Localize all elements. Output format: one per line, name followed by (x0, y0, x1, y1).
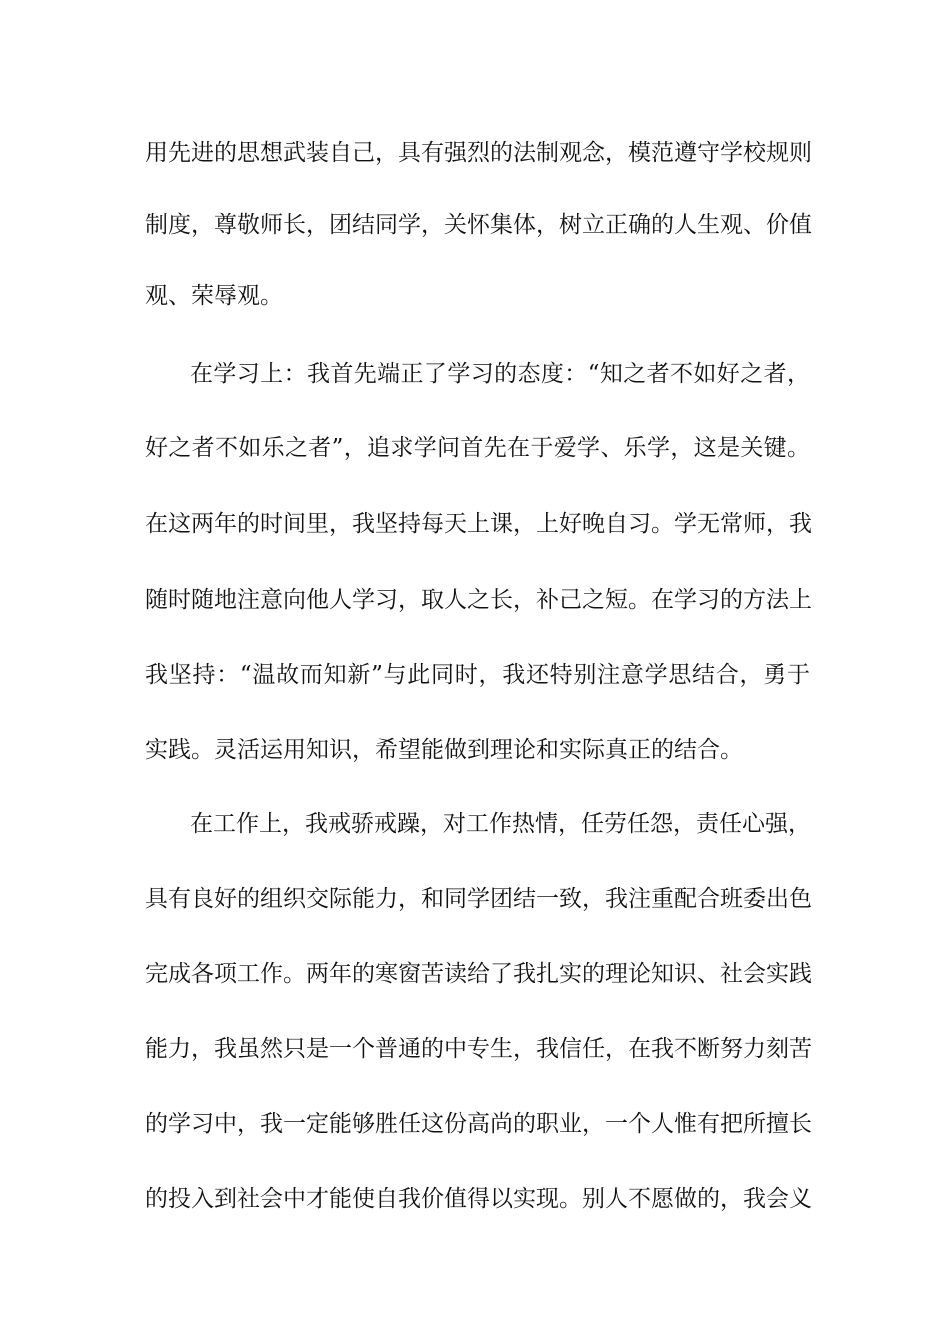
text-line: 完成各项工作。两年的寒窗苦读给了我扎实的理论知识、社会实践 (145, 961, 812, 987)
text-line: 观、荣辱观。 (145, 283, 283, 309)
text-line: 在学习上：我首先端正了学习的态度：“知之者不如好之者， (190, 361, 810, 387)
text-line: 在工作上，我戒骄戒躁，对工作热情，任劳任怨，责任心强， (190, 811, 811, 837)
text-line: 能力，我虽然只是一个普通的中专生，我信任，在我不断努力刻苦 (145, 1036, 812, 1062)
text-line: 的投入到社会中才能使自我价值得以实现。别人不愿做的，我会义 (145, 1186, 812, 1212)
text-line: 实践。灵活运用知识，希望能做到理论和实际真正的结合。 (145, 737, 743, 763)
text-line: 制度，尊敬师长，团结同学，关怀集体，树立正确的人生观、价值 (145, 212, 812, 238)
text-line: 在这两年的时间里，我坚持每天上课，上好晚自习。学无常师，我 (145, 511, 812, 537)
text-line: 好之者不如乐之者”，追求学问首先在于爱学、乐学，这是关键。 (145, 435, 810, 461)
text-line: 用先进的思想武装自己，具有强烈的法制观念，模范遵守学校规则 (145, 140, 812, 166)
text-line: 我坚持：“温故而知新”与此同时，我还特别注意学思结合，勇于 (145, 662, 810, 688)
text-line: 具有良好的组织交际能力，和同学团结一致，我注重配合班委出色 (145, 886, 812, 912)
text-line: 的学习中，我一定能够胜任这份高尚的职业，一个人惟有把所擅长 (145, 1111, 812, 1137)
text-line: 随时随地注意向他人学习，取人之长，补己之短。在学习的方法上 (145, 587, 812, 613)
